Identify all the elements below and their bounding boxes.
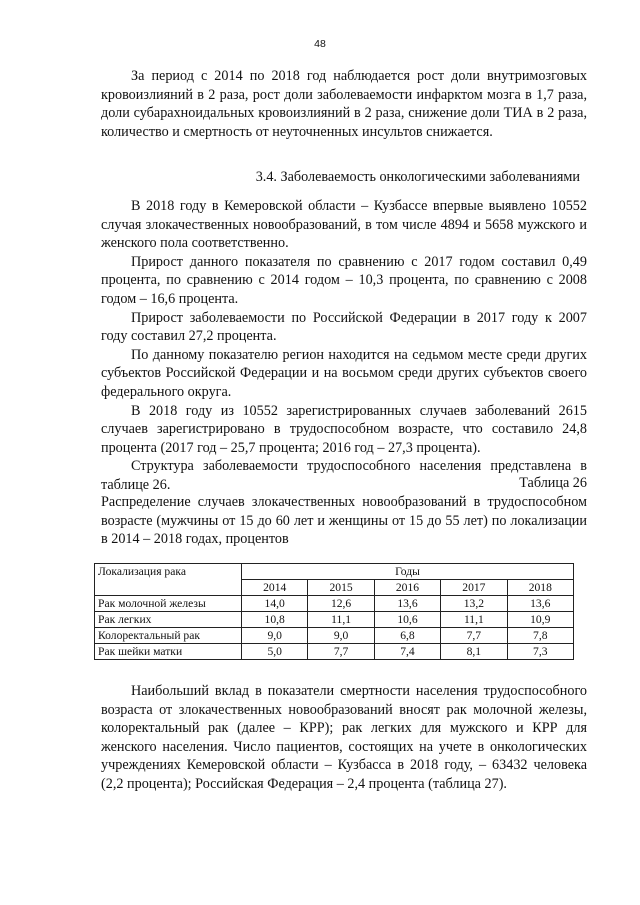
table-header-row — [95, 564, 574, 580]
table-cell: 7,4 — [374, 644, 440, 660]
table-cell: 9,0 — [308, 628, 374, 644]
header-year: 2015 — [308, 580, 374, 596]
header-year: 2017 — [441, 580, 507, 596]
table-cell: 8,1 — [441, 644, 507, 660]
intro-paragraph: За период с 2014 по 2018 год наблюдается рост доли внутримозговых кровоизлияний в 2 раза, рост доли заболеваемости инфарктом мозга в 1,7 раза, доли субарахноидальных кровоизлияний в 2 раза, снижение доли ТИА в 2 раза, количество и смертность от неуточненных инсультов снижается. — [101, 68, 587, 140]
row-label: Рак легких — [95, 612, 242, 628]
header-localization: Локализация рака — [95, 564, 242, 596]
body-paragraph: По данному показателю регион находится на седьмом месте среди других субъектов Российской Федерации и на восьмом среди других субъектов своего федерального округа. — [101, 346, 587, 400]
table-row — [95, 644, 574, 660]
table-cell: 6,8 — [374, 628, 440, 644]
table-cell: 12,6 — [308, 596, 374, 612]
table-cell: 10,9 — [507, 612, 573, 628]
table-cell: 11,1 — [308, 612, 374, 628]
closing-paragraph: Наибольший вклад в показатели смертности населения трудоспособного возраста от злокачественных новообразований вносят рак молочной железы, колоректальный рак (далее – КРР); рак легких для мужского и КРР для женского населения. Число пациентов, состоящих на учете в онкологических учреждениях Кемеровской области – Кузбасса в 2018 году, – 63432 человека (2,2 процента); Российская Федерация – 2,4 процента (таблица 27). — [101, 683, 587, 792]
body-paragraph: Прирост заболеваемости по Российской Федерации в 2017 году к 2007 году составил 27,2 процента. — [101, 309, 587, 345]
table-cell: 7,7 — [308, 644, 374, 660]
body-paragraph: В 2018 году из 10552 зарегистрированных случаев заболеваний 2615 случаев зарегистрировано в трудоспособном возрасте, что составило 24,8 процента (2017 год – 25,7 процента; 2016 год – 27,3 процента). — [101, 402, 587, 456]
body-paragraph: Структура заболеваемости трудоспособного населения представлена в таблице 26. — [101, 458, 587, 493]
table-caption: Распределение случаев злокачественных новообразований в трудоспособном возрасте (мужчины от 15 до 60 лет и женщины от 15 до 55 лет) по локализации в 2014 – 2018 годах, процентов — [101, 494, 587, 548]
table-cell: 10,8 — [242, 612, 308, 628]
header-years: Годы — [242, 564, 574, 580]
table-row — [95, 612, 574, 628]
header-year: 2016 — [374, 580, 440, 596]
body-paragraph: В 2018 году в Кемеровской области – Кузбассе впервые выявлено 10552 случая злокачественных новообразований, в том числе 4894 и 5658 мужского и женского пола соответственно. — [101, 198, 587, 252]
header-year: 2014 — [242, 580, 308, 596]
body-text-block — [101, 197, 587, 495]
table-cell: 10,6 — [374, 612, 440, 628]
table-cell: 9,0 — [242, 628, 308, 644]
table-cell: 7,8 — [507, 628, 573, 644]
row-label: Рак шейки матки — [95, 644, 242, 660]
body-paragraph: Прирост данного показателя по сравнению с 2017 годом составил 0,49 процента, по сравнению с 2014 годом – 10,3 процента, по сравнению с 2008 годом – 16,6 процента. — [101, 253, 587, 307]
table-cell: 5,0 — [242, 644, 308, 660]
table-cell: 11,1 — [441, 612, 507, 628]
table-cell: 13,6 — [507, 596, 573, 612]
table-row — [95, 628, 574, 644]
row-label: Колоректальный рак — [95, 628, 242, 644]
data-table — [94, 563, 574, 660]
header-year: 2018 — [507, 580, 573, 596]
table-cell: 13,6 — [374, 596, 440, 612]
table-row — [95, 596, 574, 612]
row-label: Рак молочной железы — [95, 596, 242, 612]
table-label: Таблица 26 — [519, 475, 587, 491]
page-number: 48 — [314, 38, 326, 50]
table-cell: 14,0 — [242, 596, 308, 612]
table-cell: 13,2 — [441, 596, 507, 612]
table-cell: 7,3 — [507, 644, 573, 660]
intro-text-block — [101, 67, 587, 141]
section-heading: 3.4. Заболеваемость онкологическими заболеваниями — [255, 169, 580, 185]
table-cell: 7,7 — [441, 628, 507, 644]
closing-text-block — [101, 682, 587, 794]
